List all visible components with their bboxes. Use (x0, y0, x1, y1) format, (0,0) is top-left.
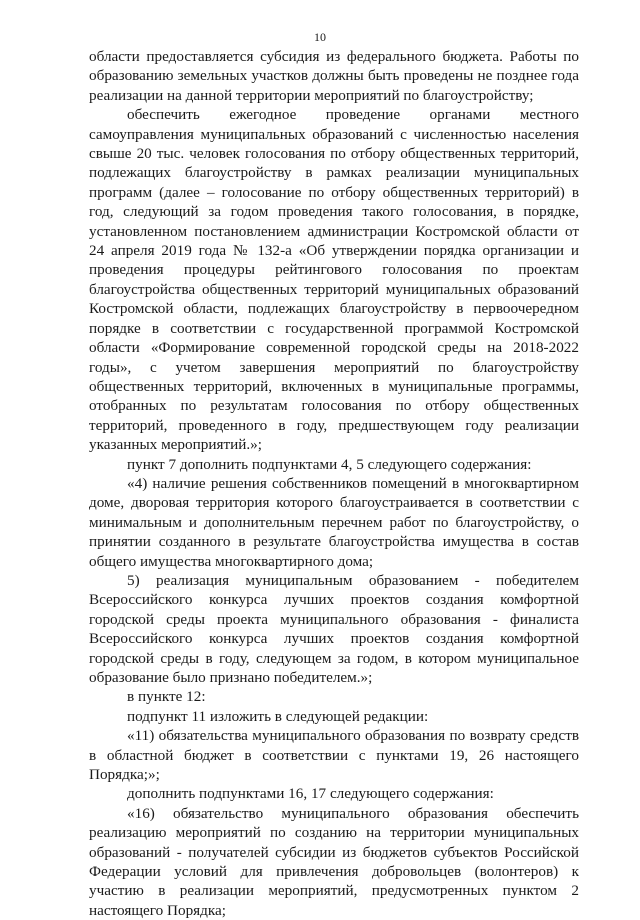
paragraph: области предоставляется субсидия из федерального бюджета. Работы по образованию земельных участков должны быть проведены не позднее года реализации на данной территории мероприятий по благоустройству; (89, 48, 579, 104)
page-number: 10 (314, 30, 326, 44)
paragraph: обеспечить ежегодное проведение органами местного самоуправления муниципальных образований с численностью населения свыше 20 тыс. человек голосования по отбору общественных территорий, подлежащих благоустройству в рамках реализации муниципальных программ (далее – голосование по отбору общественных территорий) в год, следующий за годом проведения такого голосования, в порядке, установленном постановлением администрации Костромской области от 24 апреля 2019 года № 132-а «Об утверждении порядка организации и проведения процедуры рейтингового голосования по проектам благоустройства общественных территорий муниципальных образований Костромской области, подлежащих благоустройству в первоочередном порядке в соответствии с государственной программой Костромской области «Формирование современной городской среды на 2018-2022 годы», с учетом завершения мероприятий по благоустройству общественных территорий, включенных в муниципальные программы, отобранных по результатам голосования по отбору общественных территорий, проведенного в году, предшествующем году реализации указанных мероприятий.»; (89, 106, 579, 454)
paragraph: подпункт 11 изложить в следующей редакции: (127, 707, 429, 725)
paragraph: в пункте 12: (127, 688, 206, 706)
paragraph: 5) реализация муниципальным образованием - победителем Всероссийского конкурса лучших проектов создания комфортной городской среды проекта муниципального образования - финалиста Всероссийского конкурса лучших проектов создания комфортной городской среды в году, следующем за годом, в котором муниципальное образование было признано победителем.»; (89, 571, 579, 686)
document-body (89, 47, 579, 920)
paragraph: дополнить подпунктами 16, 17 следующего содержания: (127, 785, 494, 803)
paragraph: пункт 7 дополнить подпунктами 4, 5 следующего содержания: (127, 455, 532, 473)
paragraph: «4) наличие решения собственников помещений в многоквартирном доме, дворовая территория которого благоустраивается в соответствии с минимальным и дополнительным перечнем работ по благоустройству, о принятии созданного в результате благоустройства имущества в состав общего имущества многоквартирного дома; (89, 474, 579, 570)
paragraph: «16) обязательство муниципального образования обеспечить реализацию мероприятий по созданию на территории муниципальных образований - получателей субсидии из бюджетов субъектов Российской Федерации условий для привлечения добровольцев (волонтеров) к участию в реализации мероприятий, предусмотренных пунктом 2 настоящего Порядка; (89, 804, 579, 919)
paragraph: «11) обязательства муниципального образования по возврату средств в областной бюджет в соответствии с пунктами 19, 26 настоящего Порядка;»; (89, 727, 579, 784)
